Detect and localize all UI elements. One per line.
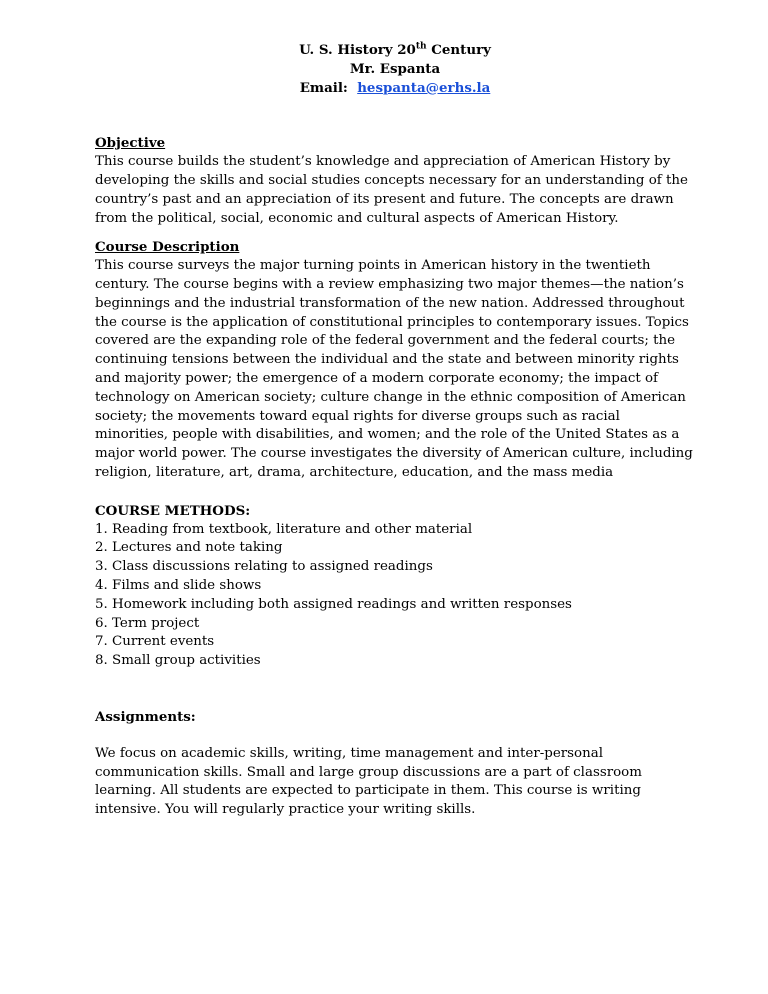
course-methods-title: COURSE METHODS: xyxy=(95,502,251,519)
email-label: Email: xyxy=(299,79,348,96)
teacher-name: Mr. Espanta xyxy=(349,60,441,77)
objective-text: This course builds the student’s knowledge and appreciation of American History by developing the skills and social studies concepts necessary for an understanding of the country’s past and an appreciation of its present and future. The concepts are drawn from the political, social, economic and cultural aspects of American History. xyxy=(95,154,688,226)
course-title-suffix: Century xyxy=(426,42,491,58)
list-item: 2. Lectures and note taking xyxy=(95,540,283,556)
list-item: 6. Term project xyxy=(95,615,200,631)
list-item: 3. Class discussions relating to assigned readings xyxy=(95,559,433,575)
course-methods-list xyxy=(95,521,695,671)
course-methods-section xyxy=(95,502,695,671)
assignments-section xyxy=(95,708,695,820)
list-item: 7. Current events xyxy=(95,634,215,650)
course-description-title: Course Description xyxy=(95,239,240,256)
course-title xyxy=(95,41,695,60)
list-item: 8. Small group activities xyxy=(95,653,261,669)
email-line xyxy=(95,79,695,98)
email-link[interactable]: hespanta@erhs.la xyxy=(357,79,491,96)
course-description-text: This course surveys the major turning points in American history in the twentieth century. The course begins with a review emphasizing two major themes—the nation’s beginnings and the industrial transformation of the new nation. Addressed throughout the course is the application of constitutional principles to contemporary issues. Topics covered are the expanding role of the federal government and the federal courts; the continuing tensions between the individual and the state and between minority rights and majority power; the emergence of a modern corporate economy; the impact of technology on American society; culture change in the ethnic composition of American society; the movements toward equal rights for diverse groups such as racial minorities, people with disabilities, and women; and the role of the United States as a major world power. The course investigates the diversity of American culture, including religion, literature, art, drama, architecture, education, and the mass media xyxy=(95,258,693,480)
list-item: 4. Films and slide shows xyxy=(95,577,262,593)
assignments-text: We focus on academic skills, writing, time management and inter-personal communication skills. Small and large group discussions are a part of classroom learning. All students are expected to participate in them. This course is writing intensive. You will regularly practice your writing skills. xyxy=(95,745,642,818)
document-header xyxy=(95,41,695,97)
course-title-prefix: U. S. History 20 xyxy=(299,42,416,58)
course-title-superscript: th xyxy=(415,41,427,52)
syllabus-page xyxy=(95,41,695,820)
assignments-title: Assignments: xyxy=(95,708,196,725)
list-item: 5. Homework including both assigned readings and written responses xyxy=(95,596,572,612)
objective-title: Objective xyxy=(95,135,166,152)
objective-section xyxy=(95,134,695,228)
course-description-section xyxy=(95,238,695,482)
list-item: 1. Reading from textbook, literature and other material xyxy=(95,521,473,537)
